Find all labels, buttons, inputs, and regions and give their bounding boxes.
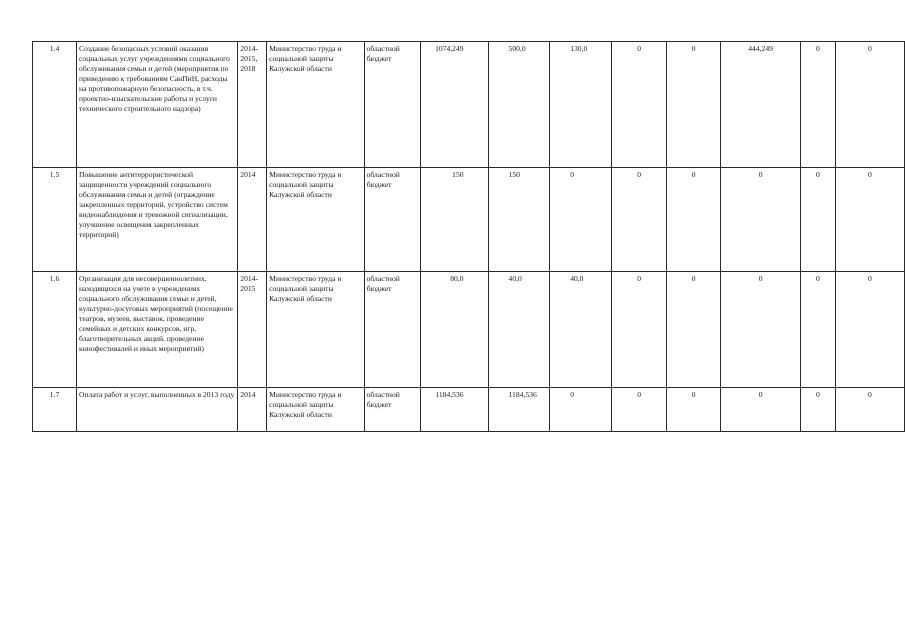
executor: Министерство труда и социальной защиты Калужской области bbox=[267, 42, 364, 168]
amount-year-2: 0 bbox=[550, 388, 612, 432]
amount-year-4: 0 bbox=[666, 272, 720, 388]
implementation-years: 2014 bbox=[238, 388, 267, 432]
amount-year-3: 0 bbox=[612, 42, 666, 168]
amount-year-2: 130,0 bbox=[550, 42, 612, 168]
implementation-years: 2014-2015, 2018 bbox=[238, 42, 267, 168]
table-body bbox=[33, 42, 905, 432]
amount-year-5: 0 bbox=[721, 168, 800, 272]
amount-year-6: 0 bbox=[800, 168, 835, 272]
row-number: 1.5 bbox=[33, 168, 77, 272]
funding-source: областной бюджет bbox=[364, 42, 420, 168]
implementation-years: 2014 bbox=[238, 168, 267, 272]
amount-total: 80,0 bbox=[420, 272, 488, 388]
row-number: 1.6 bbox=[33, 272, 77, 388]
row-number: 1.7 bbox=[33, 388, 77, 432]
activity-name: Повышение антитеррористической защищенности учреждений социального обслуживания семьи и детей (ограждение закрепленных территорий, устройство систем видеонаблюдения и тревожной сигнализации, улучшение освещения закрепленных территорий) bbox=[77, 168, 238, 272]
amount-year-7: 0 bbox=[835, 168, 904, 272]
table-row bbox=[33, 272, 905, 388]
activity-name: Оплата работ и услуг, выполненных в 2013 году bbox=[77, 388, 238, 432]
activity-name: Организация для несовершеннолетних, находящихся на учете в учреждениях социального обслуживания семьи и детей, культурно-досуговых мероприятий (посещение театров, музеев, выставок, проведение семейных и детских конкурсов, игр, благотворительных акций, проведение кинофестивалей и иных мероприятий) bbox=[77, 272, 238, 388]
executor: Министерство труда и социальной защиты Калужской области bbox=[267, 388, 364, 432]
activity-name: Создание безопасных условий оказания социальных услуг учреждениями социального обслуживания семьи и детей (мероприятия по приведению к требованиям СанПиН, расходы на противопожарную безопасность, в т.ч. проектно-изыскательские работы и услуги технического строительного надзора) bbox=[77, 42, 238, 168]
funding-source: областной бюджет bbox=[364, 272, 420, 388]
program-activities-table bbox=[32, 41, 905, 432]
amount-year-7: 0 bbox=[835, 388, 904, 432]
amount-year-7: 0 bbox=[835, 272, 904, 388]
amount-year-2: 0 bbox=[550, 168, 612, 272]
amount-year-3: 0 bbox=[612, 272, 666, 388]
amount-year-4: 0 bbox=[666, 168, 720, 272]
amount-year-1: 150 bbox=[488, 168, 550, 272]
amount-year-4: 0 bbox=[666, 388, 720, 432]
table-row bbox=[33, 388, 905, 432]
funding-source: областной бюджет bbox=[364, 168, 420, 272]
implementation-years: 2014-2015 bbox=[238, 272, 267, 388]
amount-total: 1074,249 bbox=[420, 42, 488, 168]
amount-year-2: 40,0 bbox=[550, 272, 612, 388]
amount-year-3: 0 bbox=[612, 168, 666, 272]
table-row bbox=[33, 42, 905, 168]
amount-year-5: 0 bbox=[721, 388, 800, 432]
row-number: 1.4 bbox=[33, 42, 77, 168]
table-row bbox=[33, 168, 905, 272]
amount-year-5: 0 bbox=[721, 272, 800, 388]
amount-year-6: 0 bbox=[800, 42, 835, 168]
amount-year-1: 40,0 bbox=[488, 272, 550, 388]
funding-source: областной бюджет bbox=[364, 388, 420, 432]
amount-year-7: 0 bbox=[835, 42, 904, 168]
amount-year-1: 1184,536 bbox=[488, 388, 550, 432]
amount-total: 1184,536 bbox=[420, 388, 488, 432]
amount-year-5: 444,249 bbox=[721, 42, 800, 168]
executor: Министерство труда и социальной защиты Калужской области bbox=[267, 168, 364, 272]
amount-year-3: 0 bbox=[612, 388, 666, 432]
executor: Министерство труда и социальной защиты Калужской области bbox=[267, 272, 364, 388]
amount-year-6: 0 bbox=[800, 272, 835, 388]
amount-year-4: 0 bbox=[666, 42, 720, 168]
amount-year-6: 0 bbox=[800, 388, 835, 432]
amount-total: 150 bbox=[420, 168, 488, 272]
amount-year-1: 500,0 bbox=[488, 42, 550, 168]
